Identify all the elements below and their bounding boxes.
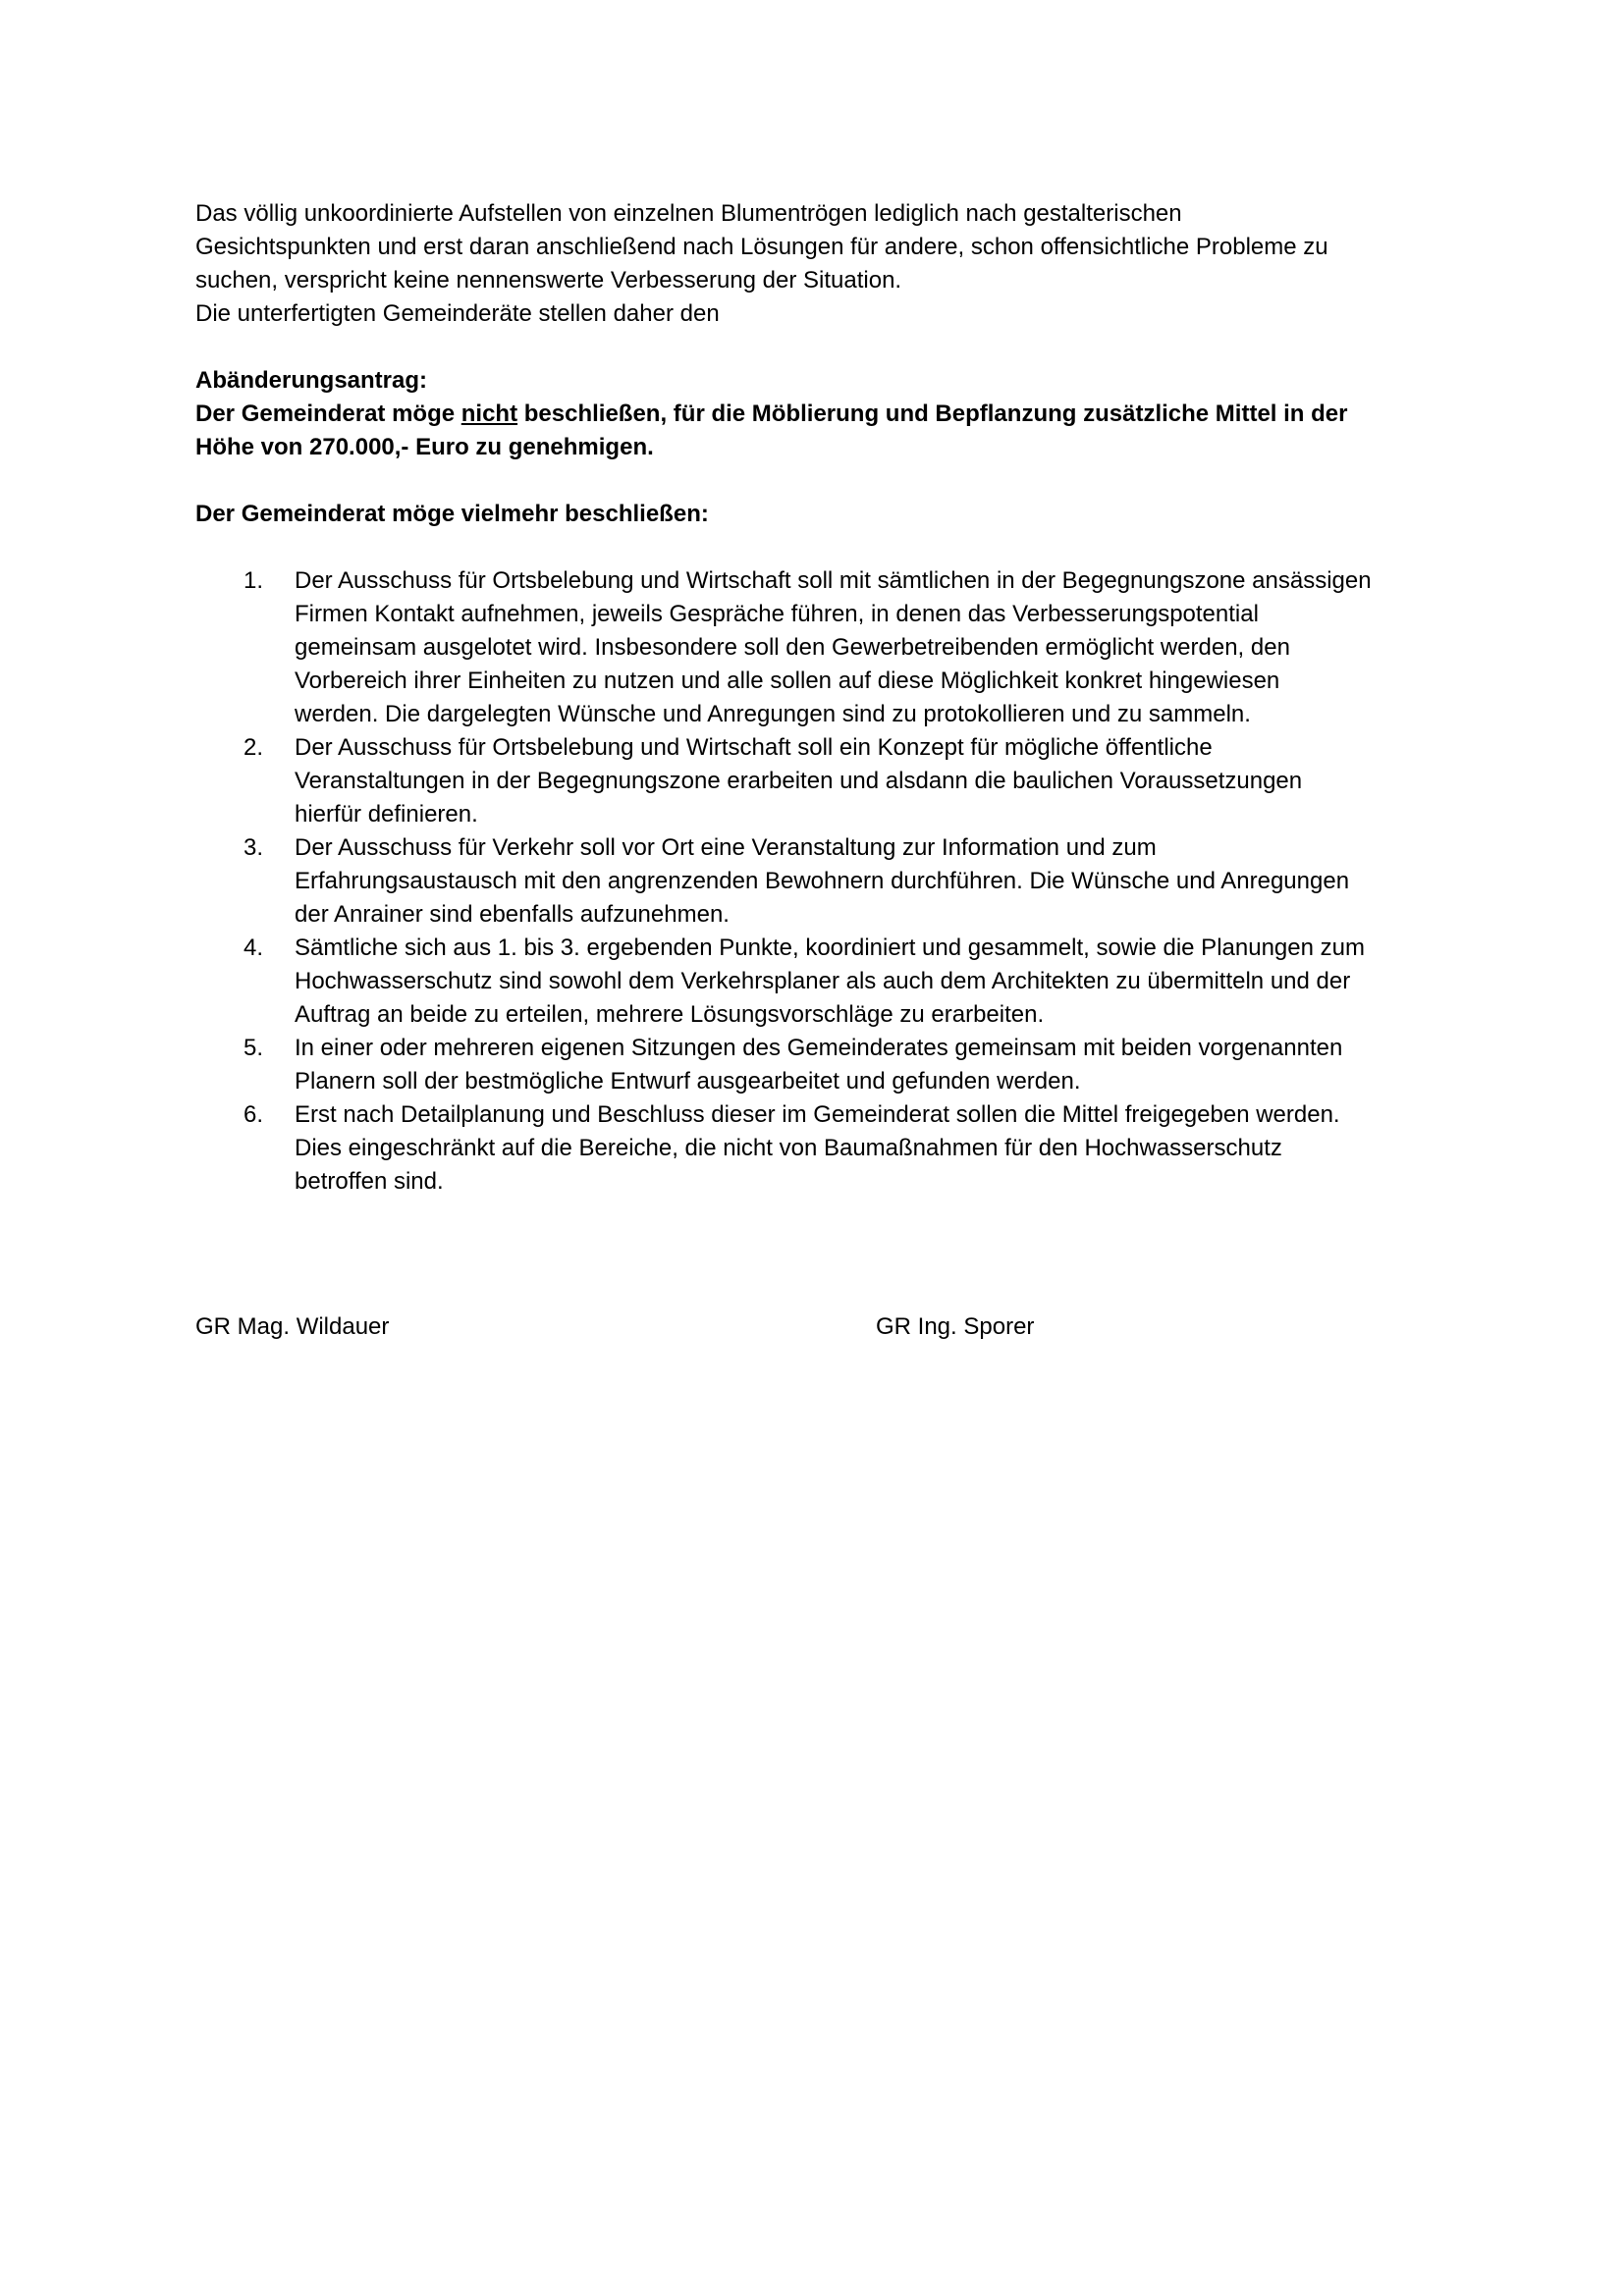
list-item-number: 2. (244, 734, 264, 761)
motion-block (195, 364, 1442, 464)
motion-underlined-word: nicht (460, 400, 518, 427)
list-item (195, 1098, 1442, 1199)
list-item-number: 4. (244, 934, 264, 961)
spacer (195, 531, 1442, 564)
list-item-number: 5. (244, 1035, 264, 1061)
list-item (195, 1032, 1442, 1098)
list-item (195, 564, 1442, 731)
list-item (195, 731, 1442, 831)
list-item-number: 3. (244, 834, 264, 861)
signature-left: GR Mag. Wildauer (195, 1313, 390, 1340)
spacer (195, 464, 1442, 498)
list-item-line: Der Ausschuss für Ortsbelebung und Wirtschaft soll mit sämtlichen in der Begegnungszone ansässigen (295, 567, 1372, 594)
list-item-number: 1. (244, 567, 264, 594)
list-item-line: hierfür definieren. (295, 801, 478, 828)
motion-line-1-before: Der Gemeinderat möge (195, 400, 461, 427)
list-item-line: Erst nach Detailplanung und Beschluss dieser im Gemeinderat sollen die Mittel freigegeben werden. (295, 1101, 1340, 1128)
list-item-line: Der Ausschuss für Ortsbelebung und Wirtschaft soll ein Konzept für mögliche öffentliche (295, 734, 1213, 761)
intro-line: Die unterfertigten Gemeinderäte stellen daher den (195, 300, 720, 327)
motion-line-1-after: beschließen, für die Möblierung und Bepflanzung zusätzliche Mittel in der (517, 400, 1348, 427)
list-item-line: der Anrainer sind ebenfalls aufzunehmen. (295, 901, 730, 928)
list-item-line: Dies eingeschränkt auf die Bereiche, die nicht von Baumaßnahmen für den Hochwasserschutz (295, 1135, 1282, 1161)
list-item-number: 6. (244, 1101, 264, 1128)
list-item-line: gemeinsam ausgelotet wird. Insbesondere soll den Gewerbetreibenden ermöglicht werden, den (295, 634, 1290, 661)
list-item-line: Hochwasserschutz sind sowohl dem Verkehrsplaner als auch dem Architekten zu übermitteln und der (295, 968, 1351, 994)
list-item-line: In einer oder mehreren eigenen Sitzungen des Gemeinderates gemeinsam mit beiden vorgenannten (295, 1035, 1343, 1061)
list-item (195, 932, 1442, 1032)
list-item-line: Planern soll der bestmögliche Entwurf ausgearbeitet und gefunden werden. (295, 1068, 1081, 1095)
list-item-line: Erfahrungsaustausch mit den angrenzenden Bewohnern durchführen. Die Wünsche und Anregungen (295, 868, 1350, 894)
intro-line: suchen, verspricht keine nennenswerte Verbesserung der Situation. (195, 267, 902, 294)
signature-block (195, 1310, 1442, 1344)
resolution-heading: Der Gemeinderat möge vielmehr beschließen: (195, 501, 709, 527)
list-item-line: Sämtliche sich aus 1. bis 3. ergebenden Punkte, koordiniert und gesammelt, sowie die Planungen zum (295, 934, 1365, 961)
intro-paragraph (195, 197, 1442, 331)
document-body (195, 197, 1442, 1199)
intro-line: Gesichtspunkten und erst daran anschließend nach Lösungen für andere, schon offensichtliche Probleme zu (195, 234, 1328, 260)
intro-line: Das völlig unkoordinierte Aufstellen von einzelnen Blumentrögen lediglich nach gestalterischen (195, 200, 1182, 227)
list-item-line: Auftrag an beide zu erteilen, mehrere Lösungsvorschläge zu erarbeiten. (295, 1001, 1045, 1028)
list-item-line: Vorbereich ihrer Einheiten zu nutzen und alle sollen auf diese Möglichkeit konkret hingewiesen (295, 667, 1280, 694)
points-list (195, 564, 1442, 1199)
motion-line-1 (195, 398, 1442, 431)
list-item-line: betroffen sind. (295, 1168, 444, 1195)
spacer (195, 331, 1442, 364)
signature-right: GR Ing. Sporer (876, 1313, 1035, 1340)
motion-line-2: Höhe von 270.000,- Euro zu genehmigen. (195, 434, 654, 460)
list-item-line: Der Ausschuss für Verkehr soll vor Ort eine Veranstaltung zur Information und zum (295, 834, 1157, 861)
list-item-line: Veranstaltungen in der Begegnungszone erarbeiten und alsdann die baulichen Voraussetzungen (295, 768, 1303, 794)
motion-heading: Abänderungsantrag: (195, 367, 428, 394)
list-item-line: werden. Die dargelegten Wünsche und Anregungen sind zu protokollieren und zu sammeln. (295, 701, 1251, 727)
list-item (195, 831, 1442, 932)
list-item-line: Firmen Kontakt aufnehmen, jeweils Gespräche führen, in denen das Verbesserungspotential (295, 601, 1259, 627)
resolution-block (195, 498, 1442, 531)
